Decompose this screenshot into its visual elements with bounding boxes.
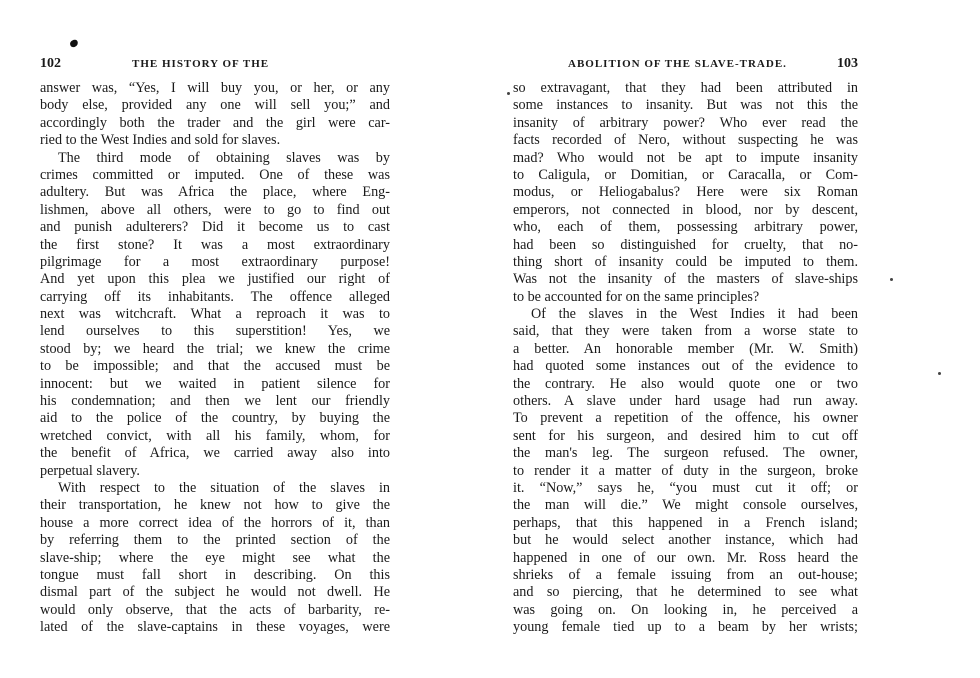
text-line: accordingly both the trader and the girl were car- [40, 114, 390, 131]
text-line: tongue must fall short in describing. On this [40, 566, 390, 583]
text-line: and so piercing, that he determined to see what [513, 584, 858, 601]
text-line: perpetual slavery. [40, 462, 140, 479]
text-line: Of the slaves in the West Indies it had been [531, 306, 858, 323]
text-line: innocent: but we waited in patient silence for [40, 375, 390, 392]
page-number: 102 [40, 56, 61, 71]
text-line: but he would select another instance, which had [513, 532, 858, 549]
ink-speck [938, 372, 941, 375]
text-line: young female tied up to a beam by her wrists; [513, 619, 858, 636]
text-line: slave-ship; where the eye might see what the [40, 549, 390, 566]
text-line: to render it a matter of duty in the surgeon, broke [513, 462, 858, 479]
text-line: body else, provided any one will sell you;” and [40, 97, 390, 114]
text-line: carrying off its inhabitants. The offence alleged [40, 288, 390, 305]
text-line: perhaps, that this happened in a French island; [513, 514, 858, 531]
text-line: who, each of them, possessing arbitrary power, [513, 219, 858, 236]
text-line: insanity of arbitrary power? Who ever read the [513, 114, 858, 131]
page-number: 103 [837, 56, 858, 71]
text-line: the contrary. He also would quote one or two [513, 375, 858, 392]
text-line: sent for his surgeon, and desired him to cut off [513, 427, 858, 444]
text-line: the first stone? It was a most extraordinary [40, 236, 390, 253]
text-line: With respect to the situation of the slaves in [58, 479, 390, 496]
text-line: thing short of insanity could be imputed to them. [513, 253, 858, 270]
text-line: To prevent a repetition of the offence, his owner [513, 410, 858, 427]
text-line: crimes committed or imputed. One of these was [40, 166, 390, 183]
text-line: and punish adulterers? Did it become us to cast [40, 219, 390, 236]
text-line: had quoted some instances out of the evidence to [513, 358, 858, 375]
text-line: had been so distinguished for cruelty, that no- [513, 236, 858, 253]
right-page-text [513, 80, 858, 637]
text-line: ried to the West Indies and sold for slaves. [40, 132, 281, 149]
text-line: their transportation, he knew not how to give the [40, 497, 390, 514]
text-line: the benefit of Africa, we carried away also into [40, 445, 390, 462]
ink-blot-mark [69, 39, 79, 48]
text-line: pilgrimage for a most extraordinary purpose! [40, 253, 390, 270]
text-line: a better. An honorable member (Mr. W. Smith) [513, 340, 858, 357]
left-page-header [40, 56, 390, 72]
text-line: wretched convict, with all his family, whom, for [40, 427, 390, 444]
text-line: lated of the slave-captains in these voyages, were [40, 619, 390, 636]
text-line: next was witchcraft. What a reproach it was to [40, 306, 390, 323]
ink-speck [507, 92, 510, 95]
text-line: to be accounted for on the same principles? [513, 288, 760, 305]
text-line: by referring them to the printed section of the [40, 532, 390, 549]
text-line: stood by; we heard the trial; we knew the crime [40, 340, 390, 357]
text-line: was going on. On looking in, he perceived a [513, 601, 858, 618]
text-line: happened in one of our own. Mr. Ross heard the [513, 549, 858, 566]
text-line: the man's leg. The surgeon refused. The owner, [513, 445, 858, 462]
text-line: Was not the insanity of the masters of slave-ships [513, 271, 858, 288]
text-line: would only observe, that the acts of barbarity, re- [40, 601, 390, 618]
text-line: some instances to insanity. But was not this the [513, 97, 858, 114]
running-head: ABOLITION OF THE SLAVE-TRADE. [568, 58, 787, 70]
text-line: modus, or Heliogabalus? Here were six Roman [513, 184, 858, 201]
text-line: aid to the police of the country, by buying the [40, 410, 390, 427]
text-line: so extravagant, that they had been attributed in [513, 80, 858, 96]
text-line: mad? Who would not be apt to impute insanity [513, 149, 858, 166]
text-line: his condemnation; and then we lent our friendly [40, 393, 390, 410]
right-page-header [513, 56, 858, 72]
text-line: lend ourselves to this superstition! Yes, we [40, 323, 390, 340]
text-line: it. “Now,” says he, “you must cut it off; or [513, 479, 858, 496]
text-line: others. A slave under hard usage had run away. [513, 393, 858, 410]
text-line: lishmen, above all others, were to go to find out [40, 201, 390, 218]
text-line: to Caligula, or Domitian, or Caracalla, or Com- [513, 166, 858, 183]
running-head: THE HISTORY OF THE [132, 58, 270, 70]
text-line: facts recorded of Nero, without suspecting he was [513, 132, 858, 149]
text-line: said, that they were taken from a worse state to [513, 323, 858, 340]
text-line: house a more correct idea of the horrors of it, than [40, 514, 390, 531]
text-line: The third mode of obtaining slaves was by [58, 149, 390, 166]
ink-speck [890, 278, 893, 281]
text-line: emperors, not connected in blood, nor by descent, [513, 201, 858, 218]
text-line: And yet upon this plea we justified our right of [40, 271, 390, 288]
text-line: the man will die.” We might console ourselves, [513, 497, 858, 514]
text-line: shrieks of a female issuing from an out-house; [513, 566, 858, 583]
text-line: answer was, “Yes, I will buy you, or her, or any [40, 80, 390, 96]
text-line: dismal part of the subject he would not dwell. He [40, 584, 390, 601]
left-page-text [40, 80, 390, 637]
text-line: adultery. But was Africa the place, where Eng- [40, 184, 390, 201]
text-line: to be impossible; and that the accused must be [40, 358, 390, 375]
